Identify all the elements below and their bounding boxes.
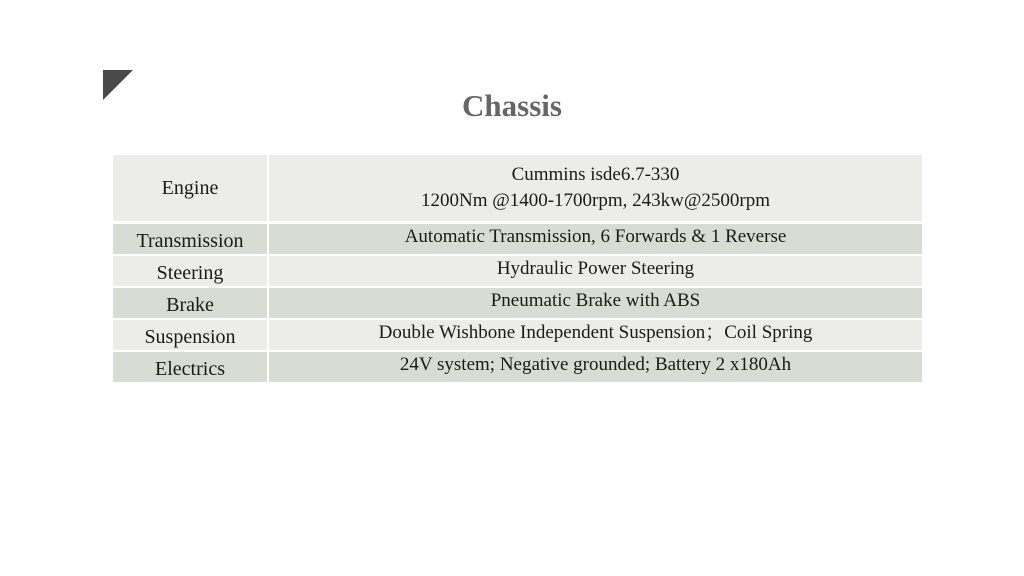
row-value: 24V system; Negative grounded; Battery 2 x180Ah xyxy=(269,352,922,384)
table-row-steering xyxy=(113,256,922,288)
row-value xyxy=(269,155,922,224)
row-label: Transmission xyxy=(113,224,269,256)
row-value: Automatic Transmission, 6 Forwards & 1 Reverse xyxy=(269,224,922,256)
row-label: Brake xyxy=(113,288,269,320)
table-row-engine xyxy=(113,155,922,224)
table-row-electrics xyxy=(113,352,922,384)
row-label: Steering xyxy=(113,256,269,288)
row-value: Hydraulic Power Steering xyxy=(269,256,922,288)
engine-torque-power-text: 1200Nm @1400-1700rpm, 243kw@2500rpm xyxy=(420,190,770,211)
row-label: Suspension xyxy=(113,320,269,352)
row-value: Pneumatic Brake with ABS xyxy=(269,288,922,320)
row-value: Double Wishbone Independent Suspension；Coil Spring xyxy=(269,320,922,352)
slide-title: Chassis xyxy=(462,88,562,123)
table-row-brake xyxy=(113,288,922,320)
table-row-transmission xyxy=(113,224,922,256)
table-row-suspension xyxy=(113,320,922,352)
chassis-spec-table xyxy=(113,155,922,384)
row-label: Engine xyxy=(113,155,269,224)
engine-model-text: Cummins isde6.7-330 xyxy=(511,164,680,185)
row-label: Electrics xyxy=(113,352,269,384)
